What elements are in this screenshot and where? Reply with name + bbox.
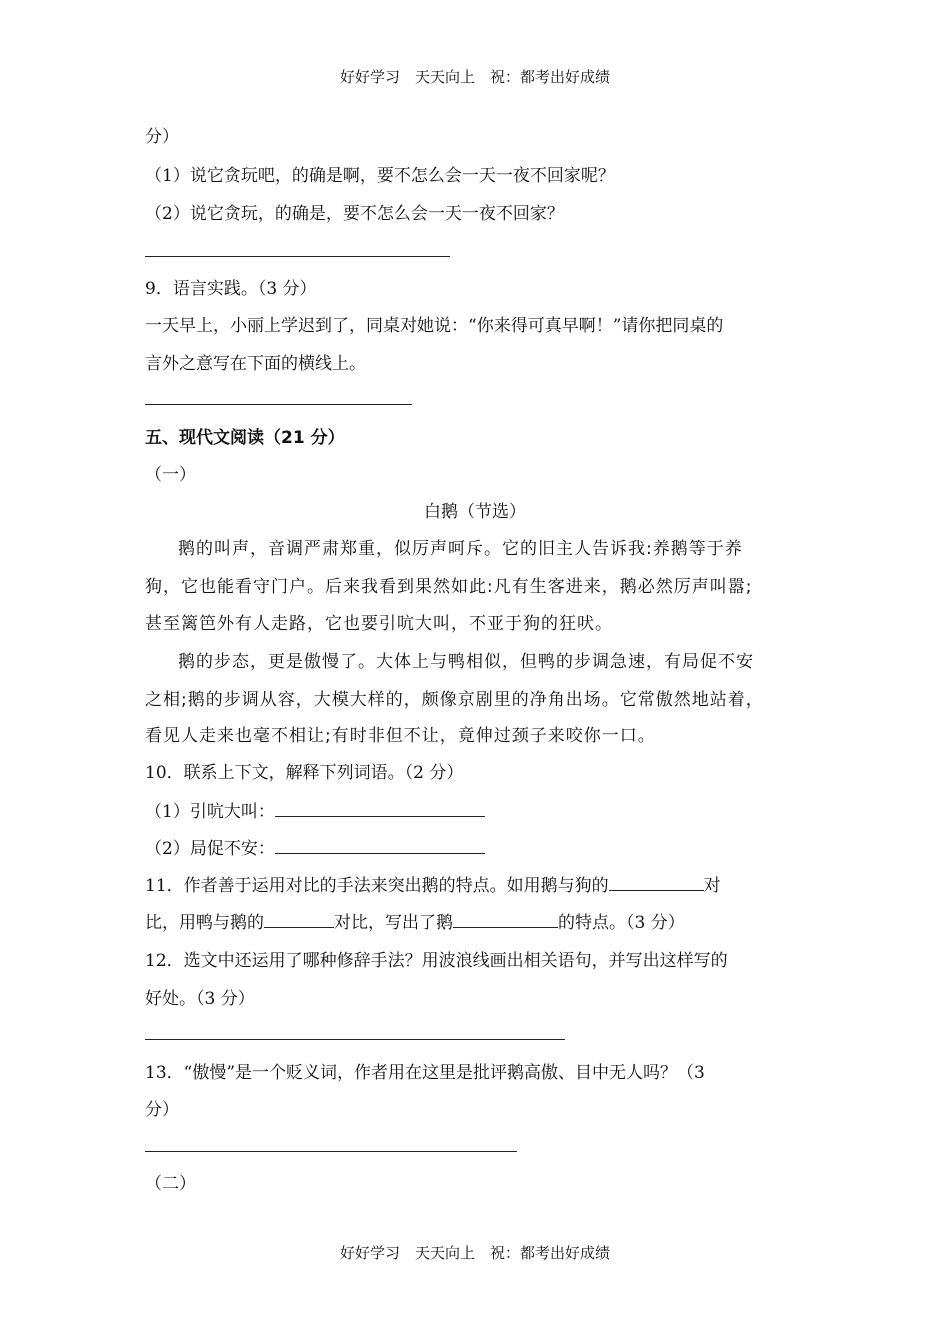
q8-continuation: 分）: [145, 127, 179, 147]
section-5-title: 五、现代文阅读（21 分）: [145, 428, 345, 448]
q10-item-2-blank[interactable]: [275, 835, 485, 854]
q11-blank-1[interactable]: [609, 872, 704, 891]
q8-sentence-1: （1）说它贪玩吧，的确是啊，要不怎么会一天一夜不回家呢？: [145, 166, 615, 186]
q9-title: 9．语言实践。（3 分）: [145, 279, 317, 299]
passage-line-4: 鹅的步态，更是傲慢了。大体上与鸭相似，但鸭的步调急速，有局促不安: [178, 652, 754, 672]
page-header: 好好学习 天天向上 祝：都考出好成绩: [339, 68, 610, 86]
q12-answer-line[interactable]: [145, 1039, 565, 1040]
q10-item-1-label: （1）引吭大叫：: [145, 802, 275, 822]
q11-blank-2[interactable]: [264, 909, 334, 928]
q10-item-2: [145, 834, 485, 859]
q11-line-1: [145, 871, 721, 896]
q9-paragraph-2: 言外之意写在下面的横线上。: [145, 354, 366, 374]
q11-text-a: 11．作者善于运用对比的手法来突出鹅的特点。如用鹅与狗的: [145, 876, 609, 896]
q11-text-d: 对比，写出了鹅: [334, 913, 453, 933]
q10-item-1-blank[interactable]: [275, 798, 485, 817]
passage-line-6: 看见人走来也毫不相让;有时非但不让，竟伸过颈子来咬你一口。: [145, 726, 656, 746]
passage-line-2: 狗，它也能看守门户。后来我看到果然如此:凡有生客进来，鹅必然厉声叫嚣;: [145, 577, 753, 597]
page-footer: 好好学习 天天向上 祝：都考出好成绩: [339, 1244, 610, 1262]
q13-paragraph-1: 13．“傲慢”是一个贬义词，作者用在这里是批评鹅高傲、目中无人吗？（3: [145, 1063, 705, 1083]
q11-line-2: [145, 908, 685, 933]
q13-paragraph-2: 分）: [145, 1100, 179, 1120]
q11-blank-3[interactable]: [453, 909, 558, 928]
passage-line-3: 甚至篱笆外有人走路，它也要引吭大叫，不亚于狗的狂吠。: [145, 614, 613, 634]
q9-answer-line[interactable]: [145, 404, 412, 405]
q11-text-c: 比，用鸭与鹅的: [145, 913, 264, 933]
part-2-label: （二）: [145, 1174, 196, 1194]
q10-title: 10．联系上下文，解释下列词语。（2 分）: [145, 763, 464, 783]
q9-paragraph-1: 一天早上，小丽上学迟到了，同桌对她说：“你来得可真早啊！”请你把同桌的: [145, 316, 724, 336]
q10-item-1: [145, 797, 485, 822]
q12-paragraph-2: 好处。（3 分）: [145, 989, 255, 1009]
q11-text-e: 的特点。（3 分）: [558, 913, 685, 933]
q8-sentence-2: （2）说它贪玩，的确是，要不怎么会一天一夜不回家？: [145, 204, 564, 224]
q8-answer-line[interactable]: [145, 256, 450, 257]
passage-line-5: 之相;鹅的步调从容，大模大样的，颇像京剧里的净角出场。它常傲然地站着，: [145, 690, 764, 710]
q11-text-b: 对: [703, 876, 721, 896]
part-1-label: （一）: [145, 465, 196, 485]
passage-line-1: 鹅的叫声，音调严肃郑重，似厉声呵斥。它的旧主人告诉我:养鹅等于养: [178, 539, 743, 559]
q10-item-2-label: （2）局促不安：: [145, 839, 275, 859]
passage-title: 白鹅（节选）: [424, 502, 526, 522]
q12-paragraph-1: 12．选文中还运用了哪种修辞手法？用波浪线画出相关语句，并写出这样写的: [145, 951, 728, 971]
q13-answer-line[interactable]: [145, 1151, 517, 1152]
